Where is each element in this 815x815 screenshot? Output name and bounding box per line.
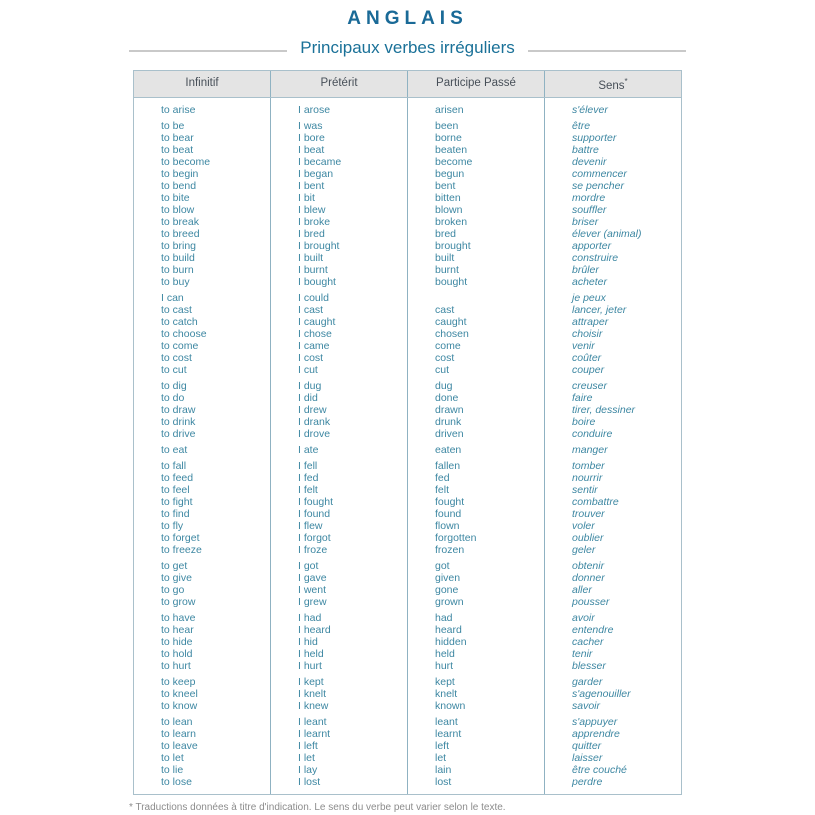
verb-group	[161, 558, 270, 610]
verb-cell: être couché	[572, 763, 627, 776]
verb-group	[298, 610, 407, 674]
page-title: ANGLAIS	[347, 8, 468, 29]
verb-cell: I knelt	[298, 687, 327, 700]
verb-cell: I chose	[298, 327, 332, 340]
verb-cell: begun	[435, 167, 465, 180]
verb-cell: learnt	[435, 727, 462, 740]
verb-cell: eaten	[435, 443, 462, 456]
verb-cell: I drank	[298, 415, 331, 428]
verb-cell: I went	[298, 583, 327, 596]
verb-cell: to burn	[161, 263, 194, 276]
verb-cell: I broke	[298, 215, 331, 228]
verb-cell: hidden	[435, 635, 467, 648]
verb-cell: leant	[435, 715, 458, 728]
verb-cell: hurt	[435, 659, 454, 672]
verb-cell: to lose	[161, 775, 192, 788]
verb-cell: done	[435, 391, 459, 404]
verb-group	[161, 290, 270, 378]
verb-cell: tenir	[572, 647, 593, 660]
verb-cell: to have	[161, 611, 196, 624]
verb-group	[572, 118, 681, 290]
verb-cell: to drink	[161, 415, 196, 428]
verb-cell: tirer, dessiner	[572, 403, 636, 416]
verb-cell: I held	[298, 647, 324, 660]
subtitle-right-rule	[528, 50, 686, 52]
verb-cell: to drive	[161, 427, 196, 440]
verb-cell: left	[435, 739, 450, 752]
verb-cell: to come	[161, 339, 199, 352]
verb-cell: I lay	[298, 763, 318, 776]
verb-cell: to bite	[161, 191, 190, 204]
verb-cell: to feel	[161, 483, 190, 496]
verb-cell: I froze	[298, 543, 328, 556]
verb-group	[435, 714, 544, 790]
verb-cell: found	[435, 507, 462, 520]
verb-group	[435, 558, 544, 610]
verb-group	[572, 610, 681, 674]
verb-cell: I leant	[298, 715, 327, 728]
verb-cell: I bent	[298, 179, 325, 192]
verb-cell: I caught	[298, 315, 336, 328]
verb-cell: I built	[298, 251, 324, 264]
verb-cell: to build	[161, 251, 195, 264]
verb-cell: drunk	[435, 415, 462, 428]
verb-cell: I blew	[298, 203, 326, 216]
verb-cell: to grow	[161, 595, 196, 608]
verb-group	[435, 378, 544, 442]
verb-cell: I lost	[298, 775, 321, 788]
verb-cell: cacher	[572, 635, 604, 648]
verb-cell: lost	[435, 775, 452, 788]
verb-cell: I kept	[298, 675, 324, 688]
verb-cell: I knew	[298, 699, 329, 712]
verb-group	[572, 558, 681, 610]
verb-cell: I had	[298, 611, 322, 624]
irregular-verbs-table	[133, 70, 682, 795]
verb-group	[572, 102, 681, 118]
table-column-preterit	[270, 98, 407, 794]
verb-cell: supporter	[572, 131, 617, 144]
verb-cell: trouver	[572, 507, 605, 520]
verb-cell: fed	[435, 471, 450, 484]
verb-cell: I fed	[298, 471, 319, 484]
verb-cell: savoir	[572, 699, 601, 712]
verb-cell: je peux	[572, 291, 606, 304]
verb-cell: I let	[298, 751, 315, 764]
verb-cell: tomber	[572, 459, 605, 472]
verb-cell: to let	[161, 751, 184, 764]
verb-cell: I bore	[298, 131, 325, 144]
verb-cell: coûter	[572, 351, 602, 364]
verb-group	[298, 558, 407, 610]
verb-cell: to go	[161, 583, 185, 596]
column-header: Participe Passé	[407, 71, 544, 97]
verb-cell: entendre	[572, 623, 614, 636]
verb-cell: élever (animal)	[572, 227, 642, 240]
verb-cell: to hurt	[161, 659, 191, 672]
verb-cell: geler	[572, 543, 596, 556]
verb-group	[161, 118, 270, 290]
verb-group	[161, 102, 270, 118]
verb-cell: to cut	[161, 363, 187, 376]
verb-cell: to feed	[161, 471, 194, 484]
verb-cell: battre	[572, 143, 599, 156]
verb-cell: devenir	[572, 155, 607, 168]
verb-cell: I drove	[298, 427, 331, 440]
verb-cell: to hide	[161, 635, 193, 648]
verb-cell: I hid	[298, 635, 318, 648]
verb-cell: heard	[435, 623, 462, 636]
verb-cell: obtenir	[572, 559, 605, 572]
verb-cell: quitter	[572, 739, 602, 752]
column-header: Prétérit	[270, 71, 407, 97]
verb-cell: felt	[435, 483, 450, 496]
verb-cell: to beat	[161, 143, 194, 156]
verb-cell: combattre	[572, 495, 619, 508]
verb-cell: brought	[435, 239, 471, 252]
verb-cell: driven	[435, 427, 464, 440]
verb-cell: been	[435, 119, 459, 132]
verb-cell: mordre	[572, 191, 606, 204]
verb-cell: I felt	[298, 483, 318, 496]
verb-cell: lancer, jeter	[572, 303, 627, 316]
verb-cell: known	[435, 699, 466, 712]
footnote-marker: *	[624, 77, 628, 86]
verb-cell: apporter	[572, 239, 612, 252]
verb-group	[572, 378, 681, 442]
verb-group	[572, 290, 681, 378]
verb-cell: grown	[435, 595, 464, 608]
verb-cell: venir	[572, 339, 595, 352]
verb-cell: sentir	[572, 483, 598, 496]
verb-cell: I ate	[298, 443, 319, 456]
verb-cell: aller	[572, 583, 592, 596]
verb-cell: s'élever	[572, 103, 608, 116]
verb-cell: dug	[435, 379, 453, 392]
verb-cell: to bend	[161, 179, 197, 192]
verb-cell: gone	[435, 583, 459, 596]
verb-group	[572, 674, 681, 714]
verb-cell: bent	[435, 179, 456, 192]
verb-cell: given	[435, 571, 461, 584]
verb-cell: I heard	[298, 623, 331, 636]
verb-cell: creuser	[572, 379, 608, 392]
verb-cell: fought	[435, 495, 465, 508]
verb-cell: to cast	[161, 303, 192, 316]
verb-cell: conduire	[572, 427, 613, 440]
verb-cell: manger	[572, 443, 608, 456]
verb-group	[435, 674, 544, 714]
verb-cell: to do	[161, 391, 185, 404]
verb-cell: acheter	[572, 275, 608, 288]
verb-cell: I bought	[298, 275, 336, 288]
verb-cell: to become	[161, 155, 211, 168]
verb-cell: become	[435, 155, 473, 168]
verb-cell: I did	[298, 391, 318, 404]
verb-cell: to learn	[161, 727, 197, 740]
verb-cell: frozen	[435, 543, 465, 556]
verb-cell: I dug	[298, 379, 322, 392]
verb-cell: perdre	[572, 775, 603, 788]
verb-cell: to break	[161, 215, 199, 228]
verb-cell: to be	[161, 119, 185, 132]
verb-cell: burnt	[435, 263, 459, 276]
verb-cell: attraper	[572, 315, 609, 328]
verb-cell: cost	[435, 351, 455, 364]
verb-cell: blesser	[572, 659, 606, 672]
verb-cell: I burnt	[298, 263, 328, 276]
table-header-row	[134, 71, 681, 98]
verb-cell: cast	[435, 303, 455, 316]
verb-group	[298, 714, 407, 790]
subtitle-row	[129, 38, 686, 58]
verb-cell: built	[435, 251, 455, 264]
verb-group	[435, 442, 544, 458]
verb-cell: bitten	[435, 191, 461, 204]
verb-cell	[435, 292, 544, 304]
verb-cell: borne	[435, 131, 462, 144]
verb-cell: to bear	[161, 131, 194, 144]
verb-group	[435, 610, 544, 674]
verb-cell: to lie	[161, 763, 184, 776]
column-header: Infinitif	[185, 77, 219, 89]
table-column-sense	[544, 98, 681, 794]
verb-cell: come	[435, 339, 461, 352]
verb-cell: nourrir	[572, 471, 603, 484]
verb-cell: to leave	[161, 739, 198, 752]
verb-cell: to bring	[161, 239, 197, 252]
verb-cell: I fell	[298, 459, 318, 472]
verb-cell: had	[435, 611, 453, 624]
verb-cell: I got	[298, 559, 319, 572]
verb-group	[298, 442, 407, 458]
table-column-participle	[407, 98, 544, 794]
verb-cell: I gave	[298, 571, 327, 584]
verb-cell: brûler	[572, 263, 599, 276]
verb-cell: donner	[572, 571, 605, 584]
verb-cell: souffler	[572, 203, 607, 216]
verb-cell: I can	[161, 291, 184, 304]
verb-cell: knelt	[435, 687, 458, 700]
verb-cell: to know	[161, 699, 198, 712]
verb-cell: caught	[435, 315, 467, 328]
verb-cell: I began	[298, 167, 334, 180]
verb-cell: I brought	[298, 239, 340, 252]
verb-cell: oublier	[572, 531, 604, 544]
verb-group	[161, 378, 270, 442]
verb-cell: lain	[435, 763, 452, 776]
verb-cell: blown	[435, 203, 463, 216]
verb-cell: to freeze	[161, 543, 202, 556]
table-body	[134, 98, 681, 794]
verb-cell: garder	[572, 675, 603, 688]
verb-cell: I learnt	[298, 727, 331, 740]
verb-cell: I forgot	[298, 531, 331, 544]
verb-cell: se pencher	[572, 179, 624, 192]
verb-cell: briser	[572, 215, 599, 228]
verb-cell: to dig	[161, 379, 187, 392]
verb-cell: commencer	[572, 167, 627, 180]
table-column-infinitive	[134, 98, 270, 794]
verb-cell: apprendre	[572, 727, 620, 740]
footnote: * Traductions données à titre d'indication. Le sens du verbe peut varier selon le texte.	[129, 801, 506, 813]
page-subtitle: Principaux verbes irréguliers	[300, 38, 515, 57]
verb-group	[161, 674, 270, 714]
verb-cell: to kneel	[161, 687, 198, 700]
verb-cell: bought	[435, 275, 468, 288]
verb-group	[298, 118, 407, 290]
verb-cell: to get	[161, 559, 188, 572]
verb-cell: to give	[161, 571, 192, 584]
verb-cell: to hold	[161, 647, 193, 660]
verb-cell: forgotten	[435, 531, 477, 544]
verb-cell: I was	[298, 119, 323, 132]
verb-cell: être	[572, 119, 591, 132]
verb-cell: to breed	[161, 227, 200, 240]
verb-group	[298, 102, 407, 118]
verb-cell: to lean	[161, 715, 193, 728]
verb-cell: let	[435, 751, 447, 764]
verb-cell: boire	[572, 415, 596, 428]
verb-cell: construire	[572, 251, 619, 264]
verb-cell: I drew	[298, 403, 327, 416]
verb-cell: bred	[435, 227, 457, 240]
verb-cell: pousser	[572, 595, 610, 608]
verb-cell: to buy	[161, 275, 190, 288]
verb-cell: to begin	[161, 167, 199, 180]
verb-cell: I became	[298, 155, 342, 168]
verb-cell: choisir	[572, 327, 603, 340]
verb-cell: to choose	[161, 327, 207, 340]
verb-cell: I bit	[298, 191, 315, 204]
verb-cell: held	[435, 647, 455, 660]
verb-cell: to forget	[161, 531, 200, 544]
verb-group	[161, 714, 270, 790]
verb-cell: I came	[298, 339, 330, 352]
verb-cell: drawn	[435, 403, 464, 416]
verb-group	[161, 610, 270, 674]
verb-group	[435, 102, 544, 118]
verb-group	[572, 714, 681, 790]
verb-group	[435, 118, 544, 290]
verb-cell: I cast	[298, 303, 324, 316]
verb-cell: to hear	[161, 623, 194, 636]
verb-cell: laisser	[572, 751, 603, 764]
verb-cell: I left	[298, 739, 318, 752]
verb-cell: faire	[572, 391, 593, 404]
verb-cell: to eat	[161, 443, 188, 456]
verb-cell: to draw	[161, 403, 196, 416]
verb-cell: I could	[298, 291, 329, 304]
verb-cell: broken	[435, 215, 468, 228]
verb-group	[435, 458, 544, 558]
verb-cell: I arose	[298, 103, 331, 116]
verb-cell: cut	[435, 363, 450, 376]
verb-cell: arisen	[435, 103, 464, 116]
verb-group	[435, 290, 544, 378]
verb-cell: to fight	[161, 495, 193, 508]
verb-cell: I hurt	[298, 659, 322, 672]
verb-cell: I beat	[298, 143, 325, 156]
verb-cell: kept	[435, 675, 455, 688]
verb-cell: I cut	[298, 363, 318, 376]
verb-cell: flown	[435, 519, 460, 532]
verb-cell: to fall	[161, 459, 187, 472]
verb-cell: s'appuyer	[572, 715, 618, 728]
verb-cell: s'agenouiller	[572, 687, 631, 700]
verb-cell: I flew	[298, 519, 323, 532]
verb-cell: fallen	[435, 459, 461, 472]
verb-cell: voler	[572, 519, 595, 532]
verb-cell: to fly	[161, 519, 184, 532]
verb-group	[161, 458, 270, 558]
verb-group	[161, 442, 270, 458]
column-header: Sens*	[544, 71, 681, 97]
verb-group	[298, 378, 407, 442]
verb-group	[572, 442, 681, 458]
verb-group	[298, 674, 407, 714]
verb-cell: I found	[298, 507, 331, 520]
verb-cell: to blow	[161, 203, 195, 216]
verb-cell: to keep	[161, 675, 196, 688]
verb-cell: to cost	[161, 351, 192, 364]
verb-cell: to arise	[161, 103, 196, 116]
verb-group	[572, 458, 681, 558]
verb-cell: I cost	[298, 351, 324, 364]
verb-cell: chosen	[435, 327, 469, 340]
verb-cell: to catch	[161, 315, 198, 328]
verb-cell: I grew	[298, 595, 327, 608]
verb-cell: beaten	[435, 143, 468, 156]
verb-group	[298, 458, 407, 558]
verb-cell: couper	[572, 363, 605, 376]
verb-cell: got	[435, 559, 450, 572]
verb-cell: I bred	[298, 227, 325, 240]
verb-cell: I fought	[298, 495, 334, 508]
subtitle-left-rule	[129, 50, 287, 52]
verb-group	[298, 290, 407, 378]
verb-cell: avoir	[572, 611, 595, 624]
verb-cell: to find	[161, 507, 190, 520]
